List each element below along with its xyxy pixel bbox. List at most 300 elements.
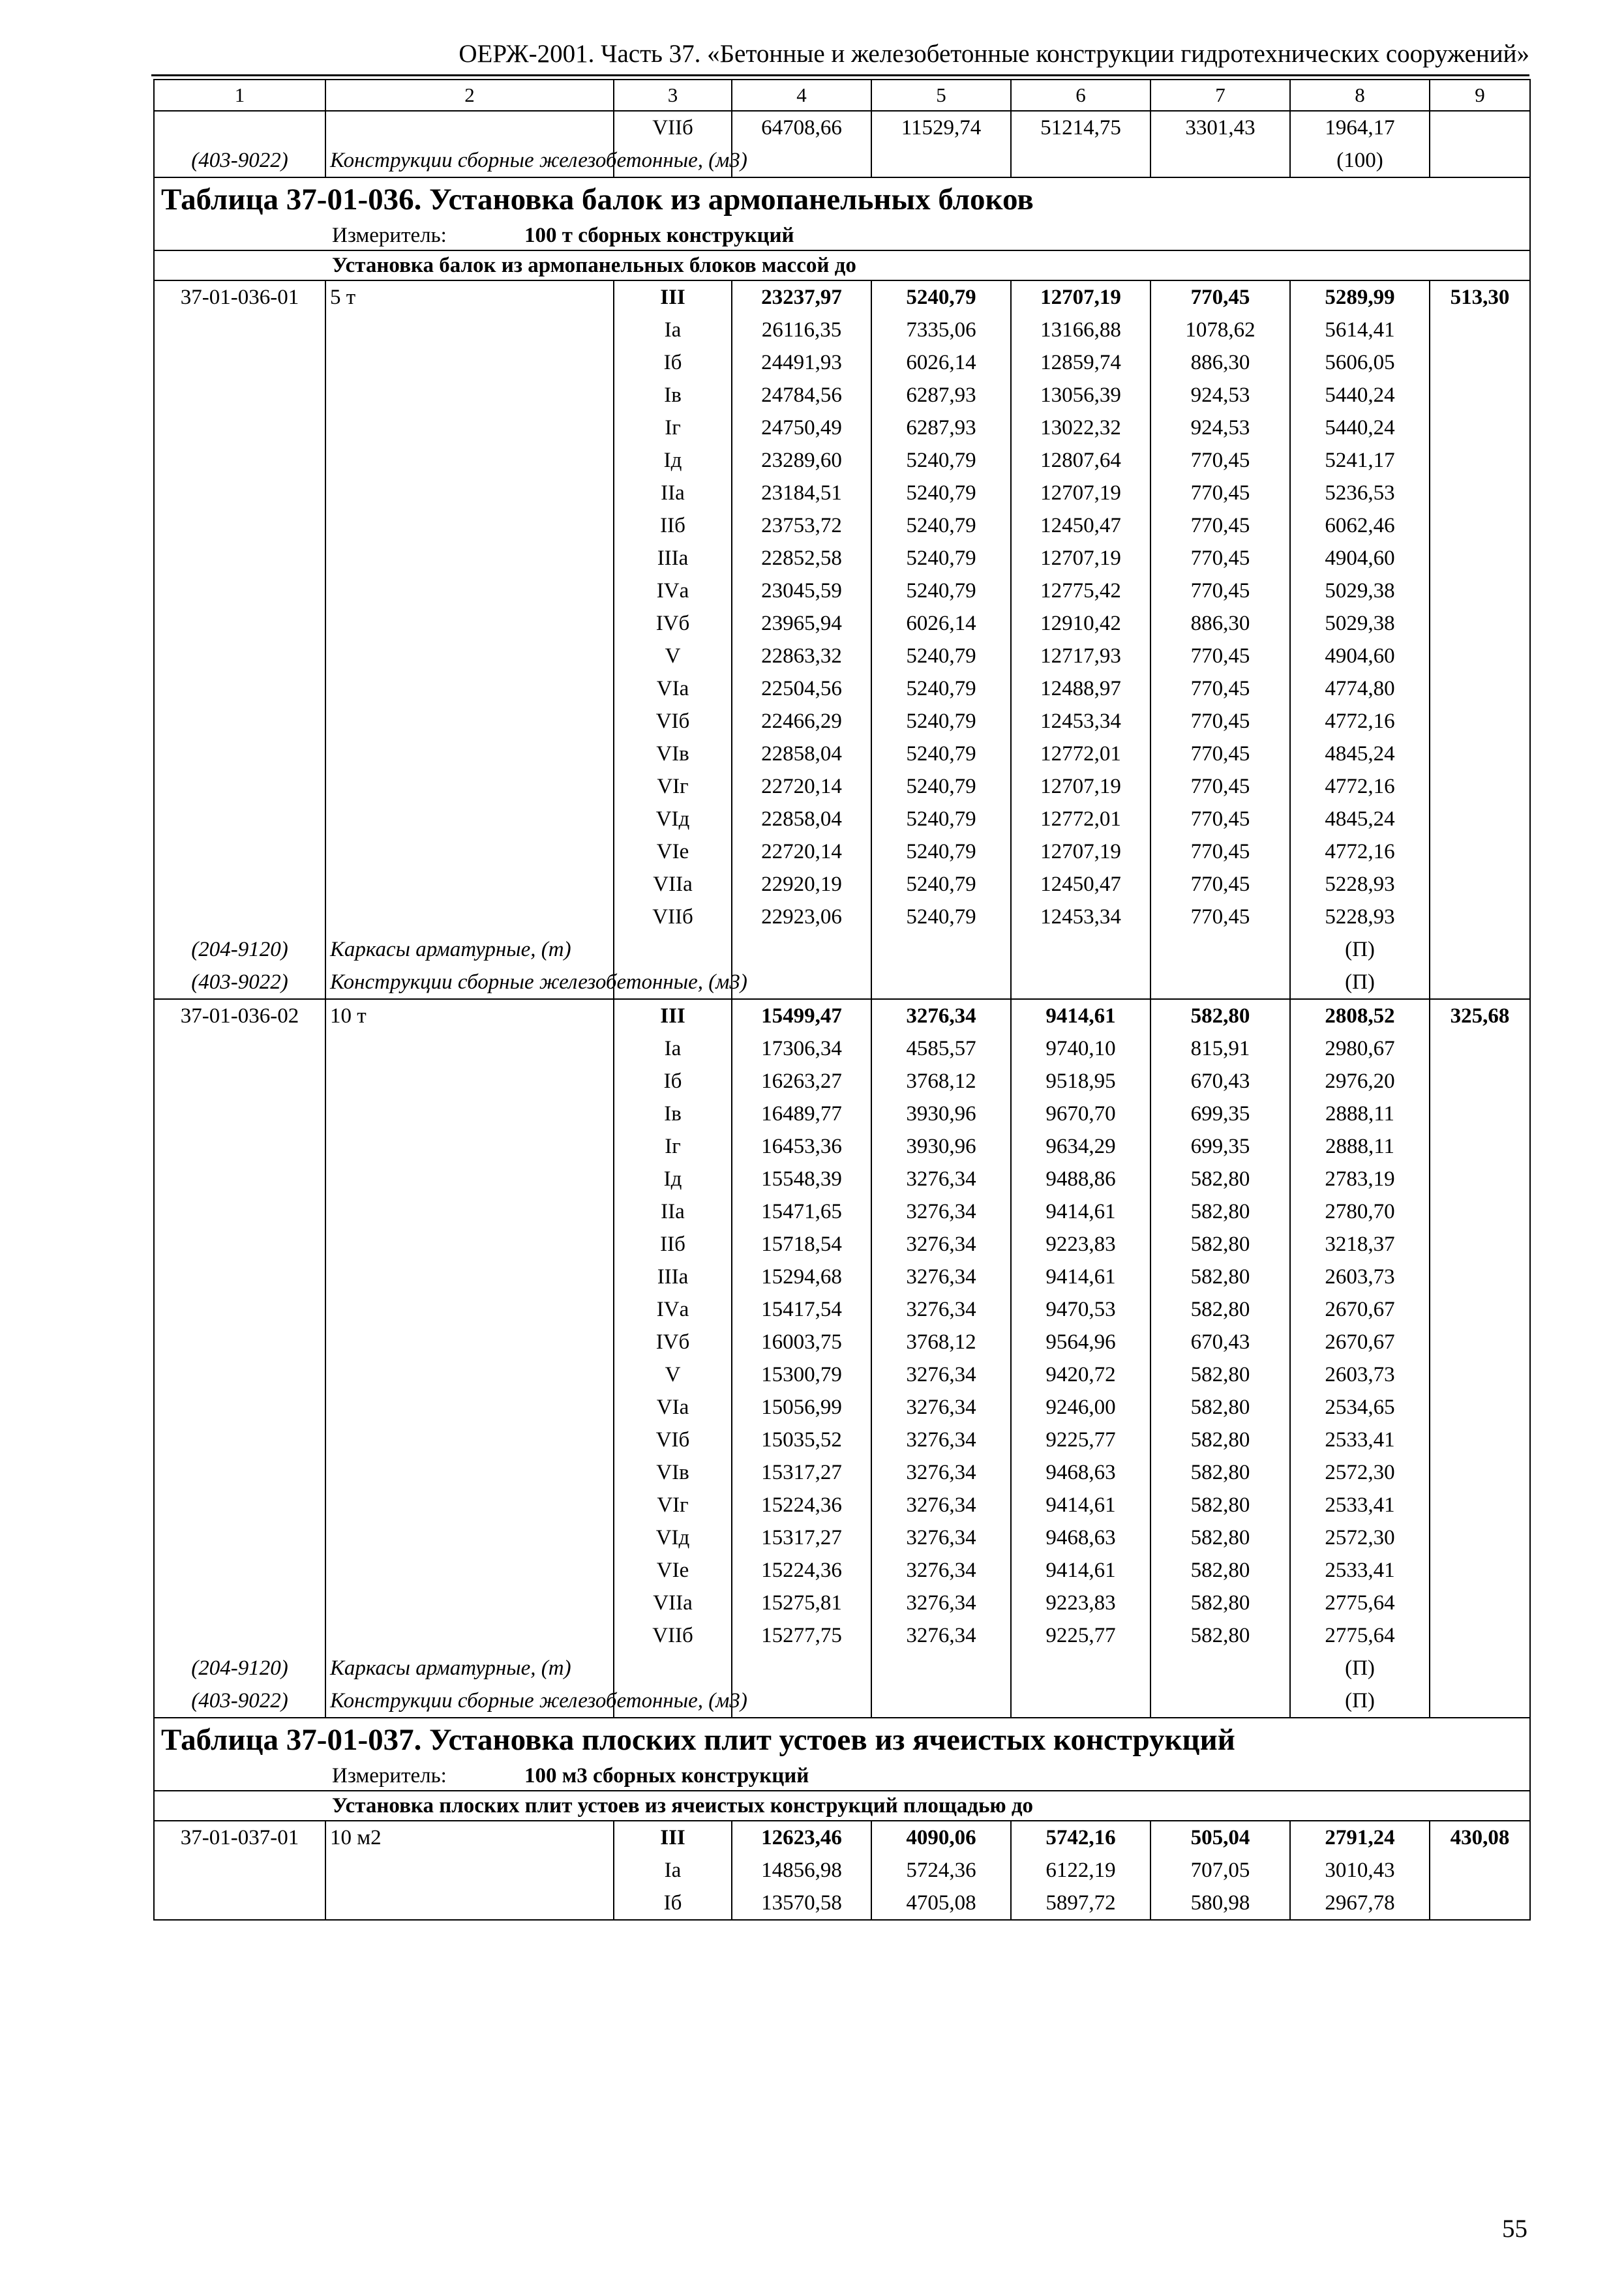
value-cell: 23045,59: [732, 575, 871, 607]
value-cell: 3930,96: [871, 1098, 1011, 1130]
column-number: 4: [732, 80, 871, 111]
value-cell: 2572,30: [1290, 1456, 1430, 1489]
table-row: [154, 379, 1530, 411]
value-cell: 707,05: [1150, 1854, 1290, 1887]
row-name: [325, 314, 614, 346]
price-cell: [1430, 1163, 1530, 1195]
value-cell: 770,45: [1150, 509, 1290, 542]
table-row: [154, 1887, 1530, 1920]
empty-cell: [732, 966, 871, 999]
resource-row: [154, 144, 1530, 177]
row-code: [154, 1554, 325, 1587]
empty-cell: [1430, 144, 1530, 177]
price-cell: [1430, 542, 1530, 575]
empty-cell: [1430, 966, 1530, 999]
row-name: [325, 379, 614, 411]
price-cell: [1430, 1130, 1530, 1163]
value-cell: 9414,61: [1011, 1195, 1150, 1228]
value-cell: 5240,79: [871, 640, 1011, 672]
value-cell: 6287,93: [871, 379, 1011, 411]
zone-cell: Iд: [614, 444, 732, 477]
row-code: [154, 1195, 325, 1228]
value-cell: 2976,20: [1290, 1065, 1430, 1098]
row-code: [154, 1358, 325, 1391]
column-number: 6: [1011, 80, 1150, 111]
value-cell: 3276,34: [871, 1293, 1011, 1326]
row-code: [154, 1521, 325, 1554]
table-row: [154, 1456, 1530, 1489]
row-code: [154, 1098, 325, 1130]
price-cell: [1430, 1326, 1530, 1358]
table-row: [154, 1261, 1530, 1293]
empty-cell: [732, 1652, 871, 1684]
value-cell: 5240,79: [871, 477, 1011, 509]
zone-cell: IVб: [614, 1326, 732, 1358]
value-cell: 5240,79: [871, 280, 1011, 314]
value-cell: 6122,19: [1011, 1854, 1150, 1887]
value-cell: 15277,75: [732, 1619, 871, 1652]
resource-code: (204-9120): [154, 1652, 325, 1684]
row-name: [325, 1887, 614, 1920]
row-name: [325, 672, 614, 705]
row-name: [325, 705, 614, 738]
table-row: [154, 1521, 1530, 1554]
value-cell: 22852,58: [732, 542, 871, 575]
value-cell: 3276,34: [871, 1391, 1011, 1424]
value-cell: 5440,24: [1290, 411, 1430, 444]
value-cell: 770,45: [1150, 640, 1290, 672]
value-cell: 770,45: [1150, 705, 1290, 738]
value-cell: 5241,17: [1290, 444, 1430, 477]
row-code: [154, 1456, 325, 1489]
zone-cell: III: [614, 1821, 732, 1854]
empty-cell: [871, 933, 1011, 966]
value-cell: 12772,01: [1011, 738, 1150, 770]
row-code: [154, 379, 325, 411]
resource-code: (403-9022): [154, 1684, 325, 1718]
zone-cell: VIIб: [614, 901, 732, 933]
row-code: [154, 640, 325, 672]
value-cell: 12488,97: [1011, 672, 1150, 705]
column-number: 7: [1150, 80, 1290, 111]
value-cell: 3768,12: [871, 1065, 1011, 1098]
value-cell: 16453,36: [732, 1130, 871, 1163]
value-cell: 4772,16: [1290, 770, 1430, 803]
empty-cell: [871, 1684, 1011, 1718]
value-cell: 12450,47: [1011, 509, 1150, 542]
value-cell: 16263,27: [732, 1065, 871, 1098]
zone-cell: IIIа: [614, 1261, 732, 1293]
zone-cell: III: [614, 999, 732, 1032]
value-cell: 3276,34: [871, 1587, 1011, 1619]
value-cell: 15056,99: [732, 1391, 871, 1424]
zone-cell: VIб: [614, 705, 732, 738]
value-cell: 4904,60: [1290, 640, 1430, 672]
value-cell: 24784,56: [732, 379, 871, 411]
empty-cell: [1011, 966, 1150, 999]
value-cell: 9414,61: [1011, 999, 1150, 1032]
value-cell: 4845,24: [1290, 738, 1430, 770]
value-cell: 4772,16: [1290, 835, 1430, 868]
row-code: [154, 868, 325, 901]
empty-cell: [732, 933, 871, 966]
value-cell: 5240,79: [871, 770, 1011, 803]
empty-cell: [1150, 144, 1290, 177]
measure-value: 100 м3 сборных конструкций: [524, 1764, 809, 1788]
zone-cell: Iб: [614, 1887, 732, 1920]
value-cell: 3276,34: [871, 1489, 1011, 1521]
table-row: [154, 509, 1530, 542]
row-code: [154, 672, 325, 705]
zone-cell: VIIб: [614, 1619, 732, 1652]
row-code: [154, 1424, 325, 1456]
price-cell: [1430, 835, 1530, 868]
zone-cell: VIв: [614, 1456, 732, 1489]
value-cell: 1964,17: [1290, 111, 1430, 144]
row-code: [154, 1228, 325, 1261]
price-cell: [1430, 1456, 1530, 1489]
value-cell: 6062,46: [1290, 509, 1430, 542]
table-row: [154, 1032, 1530, 1065]
value-cell: 582,80: [1150, 1358, 1290, 1391]
row-name: [325, 1489, 614, 1521]
table-row: [154, 280, 1530, 314]
column-number: 1: [154, 80, 325, 111]
table-row: [154, 1619, 1530, 1652]
row-name: [325, 901, 614, 933]
row-name: [325, 835, 614, 868]
empty-cell: [1011, 1684, 1150, 1718]
value-cell: 22858,04: [732, 803, 871, 835]
row-name: 10 т: [325, 999, 614, 1032]
value-cell: 9225,77: [1011, 1619, 1150, 1652]
table-row: [154, 1489, 1530, 1521]
row-name: [325, 1326, 614, 1358]
row-code: [154, 1619, 325, 1652]
value-cell: 12707,19: [1011, 280, 1150, 314]
row-name: [325, 803, 614, 835]
value-cell: 12775,42: [1011, 575, 1150, 607]
zone-cell: VIд: [614, 803, 732, 835]
table-title: Таблица 37-01-037. Установка плоских плит устоев из ячеистых конструкций: [154, 1718, 1530, 1761]
value-cell: 13056,39: [1011, 379, 1150, 411]
value-cell: 5240,79: [871, 803, 1011, 835]
value-cell: 22504,56: [732, 672, 871, 705]
zone-cell: V: [614, 640, 732, 672]
value-cell: 22920,19: [732, 868, 871, 901]
value-cell: 582,80: [1150, 1424, 1290, 1456]
value-cell: 3276,34: [871, 1619, 1011, 1652]
zone-cell: IIа: [614, 1195, 732, 1228]
value-cell: 3276,34: [871, 1521, 1011, 1554]
row-name: [325, 1391, 614, 1424]
price-table: [153, 79, 1531, 1921]
resource-value: (П): [1290, 966, 1430, 999]
value-cell: 23289,60: [732, 444, 871, 477]
value-cell: 12707,19: [1011, 770, 1150, 803]
row-code: [154, 542, 325, 575]
zone-cell: VIIа: [614, 1587, 732, 1619]
value-cell: 11529,74: [871, 111, 1011, 144]
value-cell: 12807,64: [1011, 444, 1150, 477]
value-cell: 5240,79: [871, 738, 1011, 770]
value-cell: 670,43: [1150, 1065, 1290, 1098]
column-number: 5: [871, 80, 1011, 111]
price-cell: [1430, 1521, 1530, 1554]
price-cell: [1430, 1424, 1530, 1456]
empty-cell: [1430, 933, 1530, 966]
value-cell: 1078,62: [1150, 314, 1290, 346]
value-cell: 2533,41: [1290, 1489, 1430, 1521]
value-cell: 5228,93: [1290, 901, 1430, 933]
table-row: [154, 738, 1530, 770]
value-cell: 3301,43: [1150, 111, 1290, 144]
table-row: [154, 607, 1530, 640]
row-name: [325, 1261, 614, 1293]
zone-cell: IIб: [614, 509, 732, 542]
table-row: [154, 1065, 1530, 1098]
value-cell: 5606,05: [1290, 346, 1430, 379]
row-code: [154, 444, 325, 477]
row-code: [154, 1326, 325, 1358]
zone-cell: VIг: [614, 770, 732, 803]
empty-cell: [1150, 1684, 1290, 1718]
table-row: [154, 803, 1530, 835]
value-cell: 2572,30: [1290, 1521, 1430, 1554]
row-name: [325, 1358, 614, 1391]
price-cell: [1430, 1065, 1530, 1098]
value-cell: 924,53: [1150, 379, 1290, 411]
row-code: [154, 477, 325, 509]
row-code: [154, 1489, 325, 1521]
table-row: [154, 1554, 1530, 1587]
price-cell: [1430, 1619, 1530, 1652]
price-cell: [1430, 1032, 1530, 1065]
value-cell: 2534,65: [1290, 1391, 1430, 1424]
row-code: [154, 1391, 325, 1424]
value-cell: 15224,36: [732, 1554, 871, 1587]
value-cell: 5440,24: [1290, 379, 1430, 411]
row-name: [325, 607, 614, 640]
table-row: [154, 868, 1530, 901]
row-code: [154, 1065, 325, 1098]
value-cell: 2670,67: [1290, 1326, 1430, 1358]
row-name: [325, 1228, 614, 1261]
row-name: 5 т: [325, 280, 614, 314]
value-cell: 3276,34: [871, 1456, 1011, 1489]
empty-cell: [1430, 1684, 1530, 1718]
value-cell: 2775,64: [1290, 1587, 1430, 1619]
value-cell: 5240,79: [871, 868, 1011, 901]
price-cell: [1430, 314, 1530, 346]
table-title-row: [154, 1718, 1530, 1761]
value-cell: 9414,61: [1011, 1261, 1150, 1293]
row-code: [154, 1163, 325, 1195]
value-cell: 770,45: [1150, 770, 1290, 803]
price-cell: 325,68: [1430, 999, 1530, 1032]
value-cell: 5029,38: [1290, 575, 1430, 607]
value-cell: 9518,95: [1011, 1065, 1150, 1098]
value-cell: 12859,74: [1011, 346, 1150, 379]
value-cell: 582,80: [1150, 1587, 1290, 1619]
row-name: [325, 542, 614, 575]
table-row: [154, 1391, 1530, 1424]
price-cell: [1430, 672, 1530, 705]
value-cell: 582,80: [1150, 1521, 1290, 1554]
row-name: [325, 1554, 614, 1587]
value-cell: 12910,42: [1011, 607, 1150, 640]
resource-name: Конструкции сборные железобетонные, (м3): [325, 144, 614, 177]
measure-cell: [154, 1761, 1530, 1791]
value-cell: 9468,63: [1011, 1456, 1150, 1489]
value-cell: 9420,72: [1011, 1358, 1150, 1391]
table-row: [154, 835, 1530, 868]
empty-cell: [871, 966, 1011, 999]
price-cell: 430,08: [1430, 1821, 1530, 1854]
row-code: 37-01-036-01: [154, 280, 325, 314]
value-cell: 2533,41: [1290, 1424, 1430, 1456]
value-cell: 2888,11: [1290, 1098, 1430, 1130]
value-cell: 770,45: [1150, 575, 1290, 607]
row-name: [325, 575, 614, 607]
price-cell: [1430, 1391, 1530, 1424]
value-cell: 505,04: [1150, 1821, 1290, 1854]
price-cell: [1430, 1261, 1530, 1293]
value-cell: 582,80: [1150, 1195, 1290, 1228]
row-name: [325, 1854, 614, 1887]
value-cell: 3218,37: [1290, 1228, 1430, 1261]
value-cell: 51214,75: [1011, 111, 1150, 144]
row-code: [154, 346, 325, 379]
row-name: [325, 1424, 614, 1456]
value-cell: 6287,93: [871, 411, 1011, 444]
value-cell: 924,53: [1150, 411, 1290, 444]
price-cell: [1430, 1587, 1530, 1619]
zone-cell: VIд: [614, 1521, 732, 1554]
table-row: [154, 444, 1530, 477]
value-cell: 5742,16: [1011, 1821, 1150, 1854]
row-name: [325, 1065, 614, 1098]
value-cell: 24750,49: [732, 411, 871, 444]
value-cell: 886,30: [1150, 607, 1290, 640]
zone-cell: Iа: [614, 1032, 732, 1065]
value-cell: 3768,12: [871, 1326, 1011, 1358]
row-name: [325, 1293, 614, 1326]
row-name: 10 м2: [325, 1821, 614, 1854]
value-cell: 3930,96: [871, 1130, 1011, 1163]
value-cell: 3010,43: [1290, 1854, 1430, 1887]
table-row: [154, 999, 1530, 1032]
table-row: [154, 1228, 1530, 1261]
price-cell: [1430, 1098, 1530, 1130]
column-number: 9: [1430, 80, 1530, 111]
zone-cell: Iг: [614, 1130, 732, 1163]
value-cell: 582,80: [1150, 1619, 1290, 1652]
value-cell: 3276,34: [871, 1163, 1011, 1195]
column-number: 2: [325, 80, 614, 111]
table-title: Таблица 37-01-036. Установка балок из армопанельных блоков: [154, 177, 1530, 221]
measure-label: Измеритель:: [332, 224, 447, 247]
row-code: [154, 803, 325, 835]
value-cell: 4904,60: [1290, 542, 1430, 575]
value-cell: 770,45: [1150, 280, 1290, 314]
table-row: [154, 111, 1530, 144]
zone-cell: VIа: [614, 672, 732, 705]
column-number-row: [154, 80, 1530, 111]
zone-cell: Iб: [614, 346, 732, 379]
resource-value: (100): [1290, 144, 1430, 177]
value-cell: 3276,34: [871, 999, 1011, 1032]
value-cell: 9740,10: [1011, 1032, 1150, 1065]
value-cell: 6026,14: [871, 346, 1011, 379]
price-cell: [1430, 868, 1530, 901]
price-cell: [1430, 111, 1530, 144]
value-cell: 12707,19: [1011, 542, 1150, 575]
row-name: [325, 1587, 614, 1619]
zone-cell: V: [614, 1358, 732, 1391]
row-code: [154, 1130, 325, 1163]
value-cell: 13166,88: [1011, 314, 1150, 346]
row-name: [325, 444, 614, 477]
column-number: 8: [1290, 80, 1430, 111]
empty-cell: [871, 1652, 1011, 1684]
table-subheader: Установка плоских плит устоев из ячеистых конструкций площадью до: [154, 1791, 1530, 1821]
value-cell: 26116,35: [732, 314, 871, 346]
value-cell: 12707,19: [1011, 835, 1150, 868]
measure-label: Измеритель:: [332, 1764, 447, 1788]
price-table-body: [154, 80, 1530, 1920]
value-cell: 9414,61: [1011, 1489, 1150, 1521]
value-cell: 3276,34: [871, 1195, 1011, 1228]
subheader-row: [154, 250, 1530, 280]
value-cell: 23184,51: [732, 477, 871, 509]
row-name: [325, 1195, 614, 1228]
row-code: 37-01-037-01: [154, 1821, 325, 1854]
row-name: [325, 1130, 614, 1163]
subheader-row: [154, 1791, 1530, 1821]
value-cell: 770,45: [1150, 901, 1290, 933]
price-cell: [1430, 1489, 1530, 1521]
value-cell: 2603,73: [1290, 1358, 1430, 1391]
table-row: [154, 1195, 1530, 1228]
table-row: [154, 314, 1530, 346]
empty-cell: [1011, 1652, 1150, 1684]
value-cell: 770,45: [1150, 672, 1290, 705]
zone-cell: IVа: [614, 1293, 732, 1326]
table-row: [154, 1587, 1530, 1619]
value-cell: 770,45: [1150, 444, 1290, 477]
value-cell: 2533,41: [1290, 1554, 1430, 1587]
resource-value: (П): [1290, 933, 1430, 966]
value-cell: 23237,97: [732, 280, 871, 314]
price-cell: [1430, 1554, 1530, 1587]
price-cell: [1430, 770, 1530, 803]
row-code: [154, 835, 325, 868]
value-cell: 2775,64: [1290, 1619, 1430, 1652]
row-code: [154, 901, 325, 933]
value-cell: 4845,24: [1290, 803, 1430, 835]
value-cell: 23965,94: [732, 607, 871, 640]
value-cell: 4772,16: [1290, 705, 1430, 738]
table-row: [154, 477, 1530, 509]
value-cell: 9223,83: [1011, 1228, 1150, 1261]
value-cell: 7335,06: [871, 314, 1011, 346]
value-cell: 16489,77: [732, 1098, 871, 1130]
value-cell: 64708,66: [732, 111, 871, 144]
empty-cell: [1150, 1652, 1290, 1684]
zone-cell: VIв: [614, 738, 732, 770]
running-header: ОЕРЖ-2001. Часть 37. «Бетонные и железобетонные конструкции гидротехнических сооружений»: [459, 40, 1529, 68]
